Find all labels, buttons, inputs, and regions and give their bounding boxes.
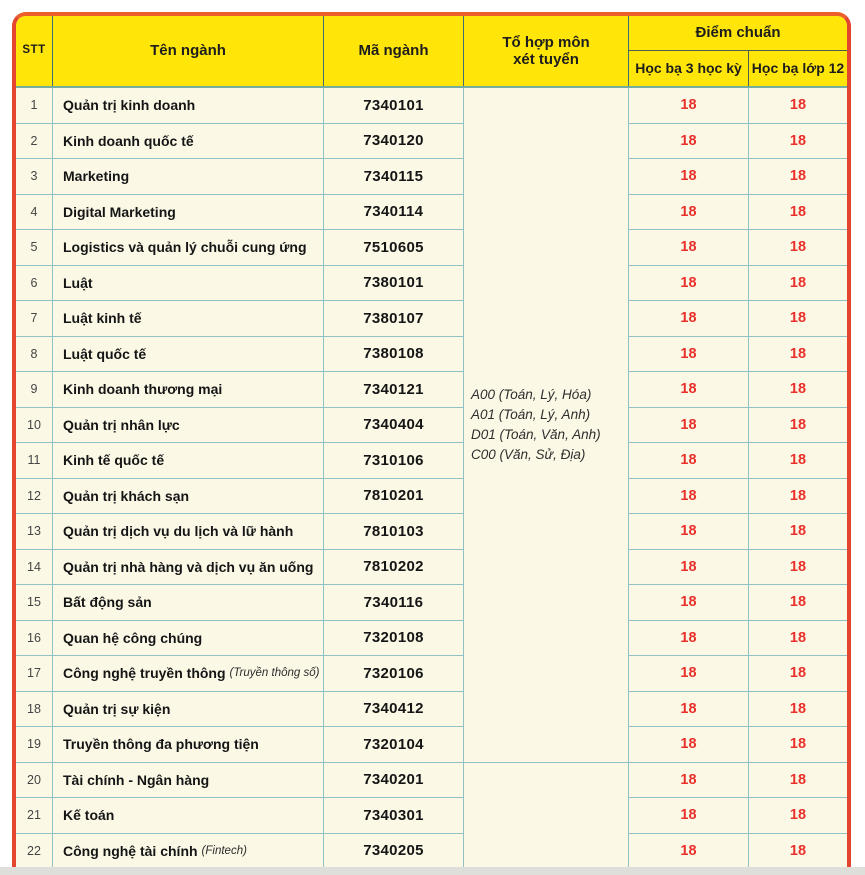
major-code: 7320108 [323,621,463,657]
score-hocba-lop12: 18 [748,798,847,834]
major-name-text: Truyền thông đa phương tiện [63,736,259,753]
major-name-text: Quản trị nhà hàng và dịch vụ ăn uống [63,558,314,575]
score-hocba-lop12: 18 [748,692,847,728]
major-name [52,337,323,373]
header-to-hop-line2: xét tuyển [513,51,579,68]
row-number: 10 [16,408,52,444]
major-name [52,621,323,657]
major-code: 7380107 [323,301,463,337]
score-hocba-lop12: 18 [748,124,847,160]
score-hocba-lop12: 18 [748,727,847,763]
major-name-text: Quản trị dịch vụ du lịch và lữ hành [63,523,294,540]
major-name [52,763,323,799]
major-name [52,301,323,337]
subject-combination-group-1-text: A00 (Toán, Lý, Hóa) A01 (Toán, Lý, Anh) D01 (Toán, Văn, Anh) C00 (Văn, Sử, Địa) [471,386,601,462]
score-hocba-lop12: 18 [748,834,847,870]
score-hocba-3hocky: 18 [628,727,748,763]
major-name-text: Marketing [63,168,130,185]
score-hocba-3hocky: 18 [628,337,748,373]
subject-combination-group-1 [463,88,628,763]
score-hocba-3hocky: 18 [628,798,748,834]
row-number: 11 [16,443,52,479]
score-hocba-3hocky: 18 [628,585,748,621]
major-code: 7340101 [323,88,463,124]
admission-table-header [16,16,847,88]
score-hocba-3hocky: 18 [628,159,748,195]
major-name-text: Logistics và quản lý chuỗi cung ứng [63,239,307,256]
score-hocba-3hocky: 18 [628,266,748,302]
score-hocba-3hocky: 18 [628,692,748,728]
header-diem-chuan: Điểm chuẩn [628,16,847,51]
score-hocba-3hocky: 18 [628,550,748,586]
score-hocba-3hocky: 18 [628,408,748,444]
row-number: 22 [16,834,52,870]
header-hoc-ba-lop-12: Học bạ lớp 12 [748,51,847,86]
score-hocba-lop12: 18 [748,656,847,692]
major-name [52,159,323,195]
major-name [52,408,323,444]
major-name-text: Luật [63,274,93,291]
major-name-text: Kinh doanh thương mại [63,381,223,398]
score-hocba-lop12: 18 [748,479,847,515]
major-name [52,195,323,231]
row-number: 12 [16,479,52,515]
score-hocba-3hocky: 18 [628,301,748,337]
row-number: 20 [16,763,52,799]
score-hocba-3hocky: 18 [628,514,748,550]
row-number: 17 [16,656,52,692]
row-number: 16 [16,621,52,657]
score-hocba-lop12: 18 [748,301,847,337]
score-hocba-3hocky: 18 [628,195,748,231]
major-code: 7340301 [323,798,463,834]
major-name [52,443,323,479]
major-code: 7310106 [323,443,463,479]
major-name-text: Kế toán [63,807,115,824]
header-to-hop-line1: Tổ hợp môn [502,33,590,51]
score-hocba-3hocky: 18 [628,88,748,124]
score-hocba-lop12: 18 [748,408,847,444]
major-name-text: Quan hệ công chúng [63,629,203,646]
row-number: 7 [16,301,52,337]
score-hocba-lop12: 18 [748,514,847,550]
row-number: 3 [16,159,52,195]
header-stt: STT [22,44,46,57]
header-to-hop-mon [463,16,628,86]
major-name-note: (Truyền thông số) [229,667,320,680]
row-number: 1 [16,88,52,124]
major-name-text: Digital Marketing [63,203,176,220]
major-name-text: Công nghệ tài chính [63,842,198,859]
major-name [52,514,323,550]
major-name-text: Luật kinh tế [63,310,142,327]
major-name [52,479,323,515]
row-number: 4 [16,195,52,231]
row-number: 8 [16,337,52,373]
major-name [52,656,323,692]
major-name [52,550,323,586]
major-name [52,692,323,728]
row-number: 5 [16,230,52,266]
admission-score-table [12,12,851,875]
major-code: 7510605 [323,230,463,266]
major-name-text: Quản trị kinh doanh [63,97,196,114]
major-code: 7340114 [323,195,463,231]
header-ten-nganh: Tên ngành [52,16,323,86]
major-name-text: Kinh doanh quốc tế [63,132,194,149]
major-name-text: Tài chính - Ngân hàng [63,771,210,788]
major-name [52,88,323,124]
score-hocba-lop12: 18 [748,266,847,302]
major-name-text: Luật quốc tế [63,345,147,362]
row-number: 19 [16,727,52,763]
major-name [52,727,323,763]
score-hocba-lop12: 18 [748,88,847,124]
row-number: 21 [16,798,52,834]
score-hocba-lop12: 18 [748,159,847,195]
major-code: 7810103 [323,514,463,550]
major-name [52,834,323,870]
major-name [52,798,323,834]
score-hocba-3hocky: 18 [628,479,748,515]
score-hocba-lop12: 18 [748,195,847,231]
score-hocba-3hocky: 18 [628,372,748,408]
major-code: 7340120 [323,124,463,160]
major-name-text: Kinh tế quốc tế [63,452,165,469]
row-number: 14 [16,550,52,586]
major-code: 7340205 [323,834,463,870]
score-hocba-lop12: 18 [748,550,847,586]
score-hocba-lop12: 18 [748,230,847,266]
score-hocba-3hocky: 18 [628,230,748,266]
major-code: 7320104 [323,727,463,763]
row-number: 15 [16,585,52,621]
score-hocba-3hocky: 18 [628,656,748,692]
header-hoc-ba-3-hoc-ky: Học bạ 3 học kỳ [628,51,748,86]
major-code: 7810202 [323,550,463,586]
major-name-note: (Fintech) [201,844,247,857]
score-hocba-3hocky: 18 [628,834,748,870]
major-code: 7810201 [323,479,463,515]
score-hocba-3hocky: 18 [628,621,748,657]
major-code: 7340201 [323,763,463,799]
major-name [52,585,323,621]
score-hocba-lop12: 18 [748,621,847,657]
major-name [52,230,323,266]
major-name-text: Bất động sản [63,594,152,611]
score-hocba-lop12: 18 [748,585,847,621]
major-name-text: Quản trị nhân lực [63,416,180,433]
major-code: 7340121 [323,372,463,408]
score-hocba-lop12: 18 [748,763,847,799]
bottom-gray-strip [0,867,865,875]
row-number: 9 [16,372,52,408]
major-code: 7380108 [323,337,463,373]
major-name [52,372,323,408]
subject-combination-group-2 [463,763,628,870]
major-code: 7340404 [323,408,463,444]
score-hocba-3hocky: 18 [628,443,748,479]
score-hocba-lop12: 18 [748,372,847,408]
score-hocba-3hocky: 18 [628,763,748,799]
major-code: 7380101 [323,266,463,302]
score-hocba-lop12: 18 [748,337,847,373]
major-name [52,266,323,302]
score-hocba-lop12: 18 [748,443,847,479]
major-code: 7340116 [323,585,463,621]
row-number: 13 [16,514,52,550]
major-code: 7340412 [323,692,463,728]
major-name-text: Công nghệ truyền thông [63,665,226,682]
row-number: 6 [16,266,52,302]
score-hocba-3hocky: 18 [628,124,748,160]
major-name-text: Quản trị khách sạn [63,487,190,504]
row-number: 18 [16,692,52,728]
row-number: 2 [16,124,52,160]
major-code: 7340115 [323,159,463,195]
major-code: 7320106 [323,656,463,692]
major-name-text: Quản trị sự kiện [63,700,171,717]
header-ma-nganh: Mã ngành [323,16,463,86]
major-name [52,124,323,160]
admission-table-body [16,88,847,869]
